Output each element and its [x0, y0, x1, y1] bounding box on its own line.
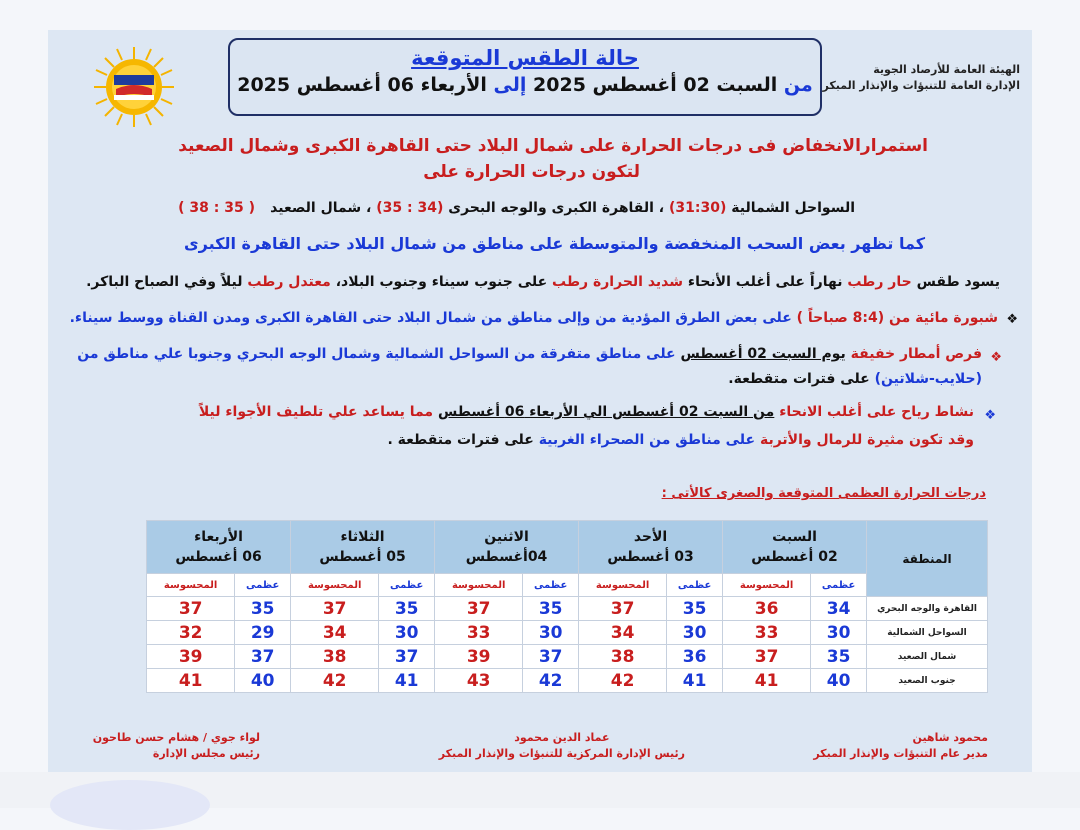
to-word: إلى: [493, 74, 527, 96]
wind-western-desert: على مناطق من الصحراء الغربية: [538, 432, 756, 448]
general-text-1: يسود طقس: [916, 274, 1000, 290]
temps-north-upper-value: ( 35 : 38 ): [178, 200, 255, 216]
region-name: شمال الصعيد: [867, 645, 988, 669]
rain-light: فرص أمطار خفيفة: [850, 346, 982, 362]
max-temp-label: عظمى: [811, 574, 867, 597]
rain-warning: [77, 346, 982, 362]
rain-areas: على مناطق متفرقة من السواحل الشمالية وشمال الوجه البحري وجنوبا علي مناطق من: [77, 346, 676, 362]
day-name: السبت: [772, 529, 817, 545]
feels-like-value: 39: [147, 645, 235, 669]
rain-day: يوم السبت 02 أغسطس: [680, 346, 846, 362]
table-row: [147, 645, 988, 669]
from-word: من: [783, 74, 813, 96]
table-row: [147, 621, 988, 645]
org-department: الإدارة العامة للتنبؤات والإنذار المبكر: [822, 79, 1020, 92]
general-text-3: على جنوب سيناء وجنوب البلاد،: [335, 274, 548, 290]
signature-name: محمود شاهين: [912, 731, 988, 744]
max-temp-label: عظمى: [235, 574, 291, 597]
max-temp-value: 35: [667, 597, 723, 621]
general-very-hot: شديد الحرارة رطب: [552, 274, 684, 290]
temps-cairo-label: ، القاهرة الكبرى والوجه البحرى: [448, 200, 665, 216]
signature-chairman: [93, 730, 260, 762]
organization-header: [810, 62, 1020, 94]
max-temp-value: 37: [235, 645, 291, 669]
feels-like-label: المحسوسة: [291, 574, 379, 597]
column-header-day: [291, 521, 435, 574]
table-row: [147, 597, 988, 621]
feels-like-value: 36: [723, 597, 811, 621]
max-temp-label: عظمى: [523, 574, 579, 597]
general-weather: [86, 274, 1000, 290]
feels-like-label: المحسوسة: [435, 574, 523, 597]
feels-like-label: المحسوسة: [579, 574, 667, 597]
bullet-icon: ❖: [990, 350, 1002, 365]
day-date: 04أغسطس: [465, 549, 548, 565]
org-name: الهيئة العامة للأرصاد الجوية: [873, 63, 1020, 76]
day-name: الأربعاء: [194, 529, 243, 545]
day-name: الثلاثاء: [340, 529, 385, 545]
signature-name: لواء جوي / هشام حسن طاحون: [92, 731, 260, 744]
feels-like-value: 43: [435, 669, 523, 693]
feels-like-value: 39: [435, 645, 523, 669]
table-caption: درجات الحرارة العظمى المتوقعة والصغرى كالأتى :: [661, 486, 986, 501]
max-temp-value: 37: [523, 645, 579, 669]
region-name: جنوب الصعيد: [867, 669, 988, 693]
max-temp-value: 30: [523, 621, 579, 645]
feels-like-value: 37: [723, 645, 811, 669]
wind-cooling: مما يساعد علي تلطيف الأجواء ليلاً: [198, 404, 434, 420]
wind-warning-cont: [387, 432, 974, 448]
max-temp-value: 37: [379, 645, 435, 669]
max-temp-value: 34: [811, 597, 867, 621]
region-name: السواحل الشمالية: [867, 621, 988, 645]
fog-areas: على بعض الطرق المؤدية من وإلى مناطق من شمال البلاد حتى القاهرة الكبرى ومدن القناة ووسط سيناء.: [69, 310, 792, 326]
signature-role: مدير عام التنبؤات والإنذار المبكر: [813, 747, 988, 760]
max-temp-value: 30: [379, 621, 435, 645]
feels-like-label: المحسوسة: [723, 574, 811, 597]
max-temp-label: عظمى: [667, 574, 723, 597]
day-name: الاثنين: [484, 529, 529, 545]
max-temp-value: 36: [667, 645, 723, 669]
page-title: حالة الطقس المتوقعة: [411, 46, 639, 70]
max-temp-value: 29: [235, 621, 291, 645]
signature-role: رئيس مجلس الإدارة: [152, 747, 260, 760]
column-header-day: [723, 521, 867, 574]
max-temp-value: 35: [523, 597, 579, 621]
feels-like-value: 34: [291, 621, 379, 645]
day-name: الأحد: [633, 529, 668, 545]
feels-like-value: 37: [147, 597, 235, 621]
day-date: 03 أغسطس: [607, 549, 694, 565]
max-temp-label: عظمى: [379, 574, 435, 597]
title-box: [228, 38, 822, 116]
temps-north-coast-value: (31:30): [668, 200, 727, 216]
wind-activity: نشاط رياح على أغلب الانحاء: [779, 404, 974, 420]
temps-cairo-value: (34 : 35): [376, 200, 444, 216]
temperature-table: [146, 520, 988, 693]
signature-director: [813, 730, 988, 762]
fog-time: شبورة مائية من (8:4 صباحاً ): [796, 310, 998, 326]
day-date: 06 أغسطس: [175, 549, 262, 565]
column-header-day: [147, 521, 291, 574]
feels-like-value: 37: [291, 597, 379, 621]
headline-temperature-drop: استمرارالانخفاض فى درجات الحرارة على شمال البلاد حتى القاهرة الكبرى وشمال الصعيد: [178, 136, 928, 156]
wind-dust: وقد تكون مثيرة للرمال والأتربة: [759, 432, 974, 448]
day-date: 02 أغسطس: [751, 549, 838, 565]
column-header-day: [435, 521, 579, 574]
max-temp-value: 40: [235, 669, 291, 693]
feels-like-value: 38: [291, 645, 379, 669]
max-temp-value: 41: [379, 669, 435, 693]
feels-like-value: 38: [579, 645, 667, 669]
max-temp-value: 41: [667, 669, 723, 693]
temps-north-upper-label: ، شمال الصعيد: [270, 200, 372, 216]
temps-north-coast-label: السواحل الشمالية: [731, 200, 855, 216]
max-temp-value: 30: [811, 621, 867, 645]
signature-name: عماد الدين محمود: [514, 731, 610, 744]
bullet-icon: ❖: [984, 408, 996, 423]
wind-intermittent: على فترات متقطعة .: [387, 432, 534, 448]
feels-like-value: 37: [435, 597, 523, 621]
max-temp-value: 35: [379, 597, 435, 621]
wind-warning: [199, 404, 974, 420]
rain-warning-cont: [728, 371, 982, 387]
feels-like-value: 41: [723, 669, 811, 693]
region-name: القاهرة والوجه البحري: [867, 597, 988, 621]
general-mild-humid: معتدل رطب: [247, 274, 331, 290]
date-range: [230, 72, 820, 98]
column-header-day: [579, 521, 723, 574]
clouds-note: كما تظهر بعض السحب المنخفضة والمتوسطة على مناطق من شمال البلاد حتى القاهرة الكبرى: [183, 234, 925, 253]
max-temp-value: 35: [235, 597, 291, 621]
max-temp-value: 35: [811, 645, 867, 669]
feels-like-value: 41: [147, 669, 235, 693]
feels-like-value: 32: [147, 621, 235, 645]
feels-like-value: 42: [579, 669, 667, 693]
table-header-row: [147, 521, 988, 574]
signature-central-director: [439, 730, 685, 762]
signature-role: رئيس الإدارة المركزية للتنبؤات والإنذار المبكر: [438, 747, 685, 760]
headline-temperatures: لتكون درجات الحرارة على: [423, 162, 640, 182]
feels-like-label: المحسوسة: [147, 574, 235, 597]
table-subheader-row: [147, 574, 988, 597]
general-text-2: نهاراً على أغلب الأنحاء: [687, 274, 843, 290]
to-date: الأربعاء 06 أغسطس 2025: [237, 74, 487, 96]
fog-warning: [70, 310, 998, 326]
feels-like-value: 37: [579, 597, 667, 621]
wind-period: من السبت 02 أغسطس الي الأربعاء 06 أغسطس: [437, 404, 775, 420]
from-date: السبت 02 أغسطس 2025: [533, 74, 778, 96]
feels-like-value: 33: [435, 621, 523, 645]
temperature-summary: [270, 200, 855, 216]
max-temp-value: 40: [811, 669, 867, 693]
decorative-shape: [50, 780, 210, 830]
rain-intermittent: على فترات متقطعة.: [728, 371, 870, 387]
column-header-region: المنطقة: [867, 521, 988, 597]
max-temp-value: 30: [667, 621, 723, 645]
general-text-4: ليلاً وفي الصباح الباكر.: [86, 274, 243, 290]
feels-like-value: 42: [291, 669, 379, 693]
max-temp-value: 42: [523, 669, 579, 693]
table-row: [147, 669, 988, 693]
day-date: 05 أغسطس: [319, 549, 406, 565]
feels-like-value: 34: [579, 621, 667, 645]
ema-logo-icon: [92, 45, 176, 129]
feels-like-value: 33: [723, 621, 811, 645]
rain-halayeb: (حلايب-شلاتين): [874, 371, 982, 387]
general-hot-humid: حار رطب: [847, 274, 912, 290]
bullet-icon: ❖: [1006, 312, 1018, 327]
